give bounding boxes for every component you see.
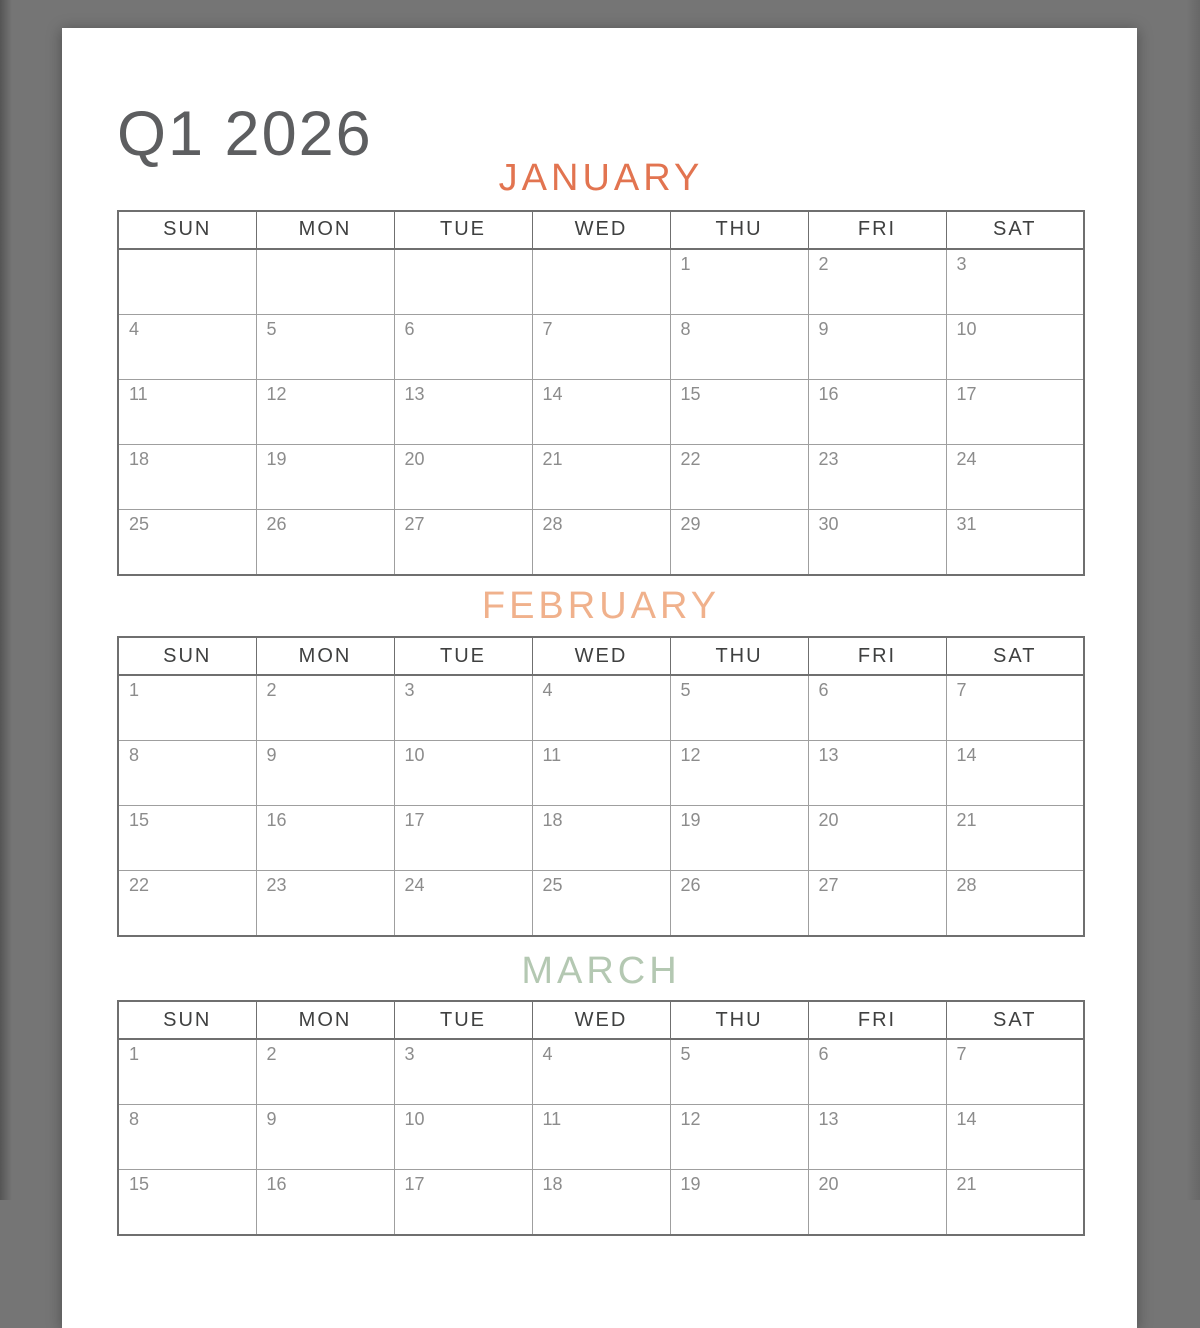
day-number: 19 (672, 807, 701, 831)
weekday-header-wed: WED (532, 211, 670, 249)
day-number: 24 (948, 446, 977, 470)
week-row (118, 675, 1084, 741)
day-cell-january-23 (808, 444, 946, 509)
week-row (118, 509, 1084, 575)
day-number: 1 (120, 677, 139, 701)
weekday-header-fri: FRI (808, 637, 946, 675)
day-cell-february-2 (256, 675, 394, 741)
day-number: 31 (948, 511, 977, 535)
day-number: 3 (948, 251, 967, 275)
day-cell-january-3 (946, 249, 1084, 315)
day-number: 5 (258, 316, 277, 340)
weekday-header-sun: SUN (118, 1001, 256, 1039)
day-number: 17 (396, 807, 425, 831)
day-number: 13 (810, 742, 839, 766)
day-number: 20 (810, 807, 839, 831)
week-row (118, 741, 1084, 806)
day-cell-march-11 (532, 1105, 670, 1170)
day-number: 14 (948, 742, 977, 766)
week-row (118, 444, 1084, 509)
day-number: 5 (672, 1041, 691, 1065)
day-cell-january-1 (670, 249, 808, 315)
day-number: 1 (672, 251, 691, 275)
day-cell-february-11 (532, 741, 670, 806)
week-row (118, 379, 1084, 444)
day-number: 9 (810, 316, 829, 340)
day-number: 7 (534, 316, 553, 340)
day-cell-march-5 (670, 1039, 808, 1105)
day-number: 4 (534, 1041, 553, 1065)
day-number: 28 (534, 511, 563, 535)
day-cell-february-7 (946, 675, 1084, 741)
day-cell-february-3 (394, 675, 532, 741)
day-number: 10 (396, 742, 425, 766)
day-cell-january-5 (256, 314, 394, 379)
day-number: 25 (120, 511, 149, 535)
week-row (118, 871, 1084, 937)
day-cell-february-27 (808, 871, 946, 937)
day-number: 15 (120, 1171, 149, 1195)
weekday-header-mon: MON (256, 211, 394, 249)
day-cell-january-13 (394, 379, 532, 444)
day-cell-february-15 (118, 806, 256, 871)
day-cell-march-13 (808, 1105, 946, 1170)
day-cell-march-4 (532, 1039, 670, 1105)
day-cell-empty (118, 249, 256, 315)
day-cell-march-2 (256, 1039, 394, 1105)
weekday-header-thu: THU (670, 637, 808, 675)
day-cell-february-5 (670, 675, 808, 741)
weekday-header-wed: WED (532, 637, 670, 675)
day-cell-march-7 (946, 1039, 1084, 1105)
weekday-header-sat: SAT (946, 637, 1084, 675)
weekday-header-mon: MON (256, 637, 394, 675)
day-number: 6 (810, 677, 829, 701)
day-cell-march-10 (394, 1105, 532, 1170)
day-cell-february-10 (394, 741, 532, 806)
day-cell-march-1 (118, 1039, 256, 1105)
day-number: 15 (120, 807, 149, 831)
day-number: 11 (120, 381, 148, 405)
weekday-header-tue: TUE (394, 637, 532, 675)
day-cell-january-17 (946, 379, 1084, 444)
day-cell-february-13 (808, 741, 946, 806)
day-cell-february-12 (670, 741, 808, 806)
day-cell-january-31 (946, 509, 1084, 575)
day-number: 16 (810, 381, 839, 405)
day-cell-january-20 (394, 444, 532, 509)
day-cell-march-8 (118, 1105, 256, 1170)
day-number: 17 (948, 381, 977, 405)
day-cell-empty (394, 249, 532, 315)
day-cell-march-12 (670, 1105, 808, 1170)
day-number: 13 (810, 1106, 839, 1130)
day-number: 6 (396, 316, 415, 340)
weekday-header-tue: TUE (394, 211, 532, 249)
day-number: 1 (120, 1041, 139, 1065)
weekday-header-sun: SUN (118, 211, 256, 249)
day-number: 13 (396, 381, 425, 405)
month-table-march (117, 1000, 1085, 1236)
day-number: 20 (396, 446, 425, 470)
day-number: 2 (810, 251, 829, 275)
day-cell-january-27 (394, 509, 532, 575)
week-row (118, 806, 1084, 871)
day-cell-february-25 (532, 871, 670, 937)
day-cell-february-18 (532, 806, 670, 871)
day-cell-february-6 (808, 675, 946, 741)
day-number: 21 (948, 807, 977, 831)
day-cell-january-28 (532, 509, 670, 575)
month-table-february (117, 636, 1085, 937)
day-cell-january-25 (118, 509, 256, 575)
day-cell-february-1 (118, 675, 256, 741)
weekday-header-fri: FRI (808, 1001, 946, 1039)
day-cell-january-11 (118, 379, 256, 444)
month-block-march (117, 950, 1085, 1236)
months-container (117, 157, 1085, 1236)
day-number: 11 (534, 1106, 562, 1130)
day-number: 16 (258, 807, 287, 831)
day-number: 15 (672, 381, 701, 405)
day-number: 10 (396, 1106, 425, 1130)
day-number: 18 (534, 807, 563, 831)
day-cell-january-7 (532, 314, 670, 379)
day-cell-february-23 (256, 871, 394, 937)
day-cell-february-26 (670, 871, 808, 937)
day-number: 28 (948, 872, 977, 896)
day-cell-march-6 (808, 1039, 946, 1105)
week-row (118, 1170, 1084, 1236)
day-cell-january-16 (808, 379, 946, 444)
weekday-header-row (118, 1001, 1084, 1039)
day-cell-january-6 (394, 314, 532, 379)
weekday-header-row (118, 211, 1084, 249)
day-number: 18 (534, 1171, 563, 1195)
day-number: 27 (810, 872, 839, 896)
day-cell-march-3 (394, 1039, 532, 1105)
day-number: 8 (120, 742, 139, 766)
day-cell-march-17 (394, 1170, 532, 1236)
calendar-page (62, 28, 1137, 1328)
day-number: 19 (258, 446, 287, 470)
day-cell-february-22 (118, 871, 256, 937)
day-cell-february-20 (808, 806, 946, 871)
day-cell-january-2 (808, 249, 946, 315)
day-cell-january-24 (946, 444, 1084, 509)
day-cell-february-21 (946, 806, 1084, 871)
weekday-header-sat: SAT (946, 211, 1084, 249)
day-number: 7 (948, 1041, 967, 1065)
day-number: 6 (810, 1041, 829, 1065)
day-cell-january-26 (256, 509, 394, 575)
day-cell-january-29 (670, 509, 808, 575)
day-number: 2 (258, 677, 277, 701)
day-cell-february-9 (256, 741, 394, 806)
day-number: 26 (672, 872, 701, 896)
day-number: 5 (672, 677, 691, 701)
day-cell-march-15 (118, 1170, 256, 1236)
day-cell-february-16 (256, 806, 394, 871)
day-number: 16 (258, 1171, 287, 1195)
day-cell-march-20 (808, 1170, 946, 1236)
day-cell-january-30 (808, 509, 946, 575)
day-cell-january-14 (532, 379, 670, 444)
day-number: 18 (120, 446, 149, 470)
day-number: 21 (948, 1171, 977, 1195)
day-number: 21 (534, 446, 563, 470)
day-number: 4 (120, 316, 139, 340)
day-number: 10 (948, 316, 977, 340)
day-cell-february-24 (394, 871, 532, 937)
month-table-january (117, 210, 1085, 576)
day-cell-january-4 (118, 314, 256, 379)
month-title-february: FEBRUARY (117, 585, 1085, 629)
day-cell-january-18 (118, 444, 256, 509)
page-content (62, 28, 1137, 1236)
month-block-february (117, 585, 1085, 938)
weekday-header-sun: SUN (118, 637, 256, 675)
day-number: 23 (810, 446, 839, 470)
day-cell-march-16 (256, 1170, 394, 1236)
day-cell-january-15 (670, 379, 808, 444)
day-cell-february-8 (118, 741, 256, 806)
week-row (118, 1039, 1084, 1105)
day-number: 27 (396, 511, 425, 535)
day-number: 17 (396, 1171, 425, 1195)
day-cell-january-8 (670, 314, 808, 379)
day-number: 12 (258, 381, 287, 405)
week-row (118, 249, 1084, 315)
day-cell-january-10 (946, 314, 1084, 379)
month-title-january: JANUARY (117, 157, 1085, 201)
day-cell-march-18 (532, 1170, 670, 1236)
day-number: 12 (672, 742, 701, 766)
weekday-header-wed: WED (532, 1001, 670, 1039)
day-number: 19 (672, 1171, 701, 1195)
day-number: 14 (534, 381, 563, 405)
month-block-january (117, 157, 1085, 576)
day-cell-empty (256, 249, 394, 315)
day-number: 2 (258, 1041, 277, 1065)
day-number: 4 (534, 677, 553, 701)
day-cell-march-14 (946, 1105, 1084, 1170)
day-number: 25 (534, 872, 563, 896)
weekday-header-sat: SAT (946, 1001, 1084, 1039)
day-number: 22 (120, 872, 149, 896)
day-cell-february-14 (946, 741, 1084, 806)
day-cell-march-19 (670, 1170, 808, 1236)
day-number: 14 (948, 1106, 977, 1130)
weekday-header-tue: TUE (394, 1001, 532, 1039)
day-number: 22 (672, 446, 701, 470)
day-cell-march-21 (946, 1170, 1084, 1236)
day-number: 20 (810, 1171, 839, 1195)
day-number: 8 (672, 316, 691, 340)
weekday-header-mon: MON (256, 1001, 394, 1039)
day-number: 8 (120, 1106, 139, 1130)
day-cell-january-19 (256, 444, 394, 509)
day-cell-february-17 (394, 806, 532, 871)
quarter-title: Q1 2026 (117, 28, 1085, 166)
day-number: 26 (258, 511, 287, 535)
day-number: 9 (258, 1106, 277, 1130)
day-cell-march-9 (256, 1105, 394, 1170)
weekday-header-fri: FRI (808, 211, 946, 249)
weekday-header-row (118, 637, 1084, 675)
day-number: 23 (258, 872, 287, 896)
day-number: 24 (396, 872, 425, 896)
day-cell-february-4 (532, 675, 670, 741)
day-number: 3 (396, 1041, 415, 1065)
day-number: 11 (534, 742, 562, 766)
weekday-header-thu: THU (670, 1001, 808, 1039)
day-number: 29 (672, 511, 701, 535)
day-cell-january-12 (256, 379, 394, 444)
day-number: 12 (672, 1106, 701, 1130)
day-number: 30 (810, 511, 839, 535)
day-cell-empty (532, 249, 670, 315)
day-cell-january-9 (808, 314, 946, 379)
day-number: 3 (396, 677, 415, 701)
day-cell-january-22 (670, 444, 808, 509)
day-cell-january-21 (532, 444, 670, 509)
day-cell-february-28 (946, 871, 1084, 937)
weekday-header-thu: THU (670, 211, 808, 249)
week-row (118, 1105, 1084, 1170)
day-number: 9 (258, 742, 277, 766)
day-cell-february-19 (670, 806, 808, 871)
day-number: 7 (948, 677, 967, 701)
week-row (118, 314, 1084, 379)
month-title-march: MARCH (117, 950, 1085, 994)
